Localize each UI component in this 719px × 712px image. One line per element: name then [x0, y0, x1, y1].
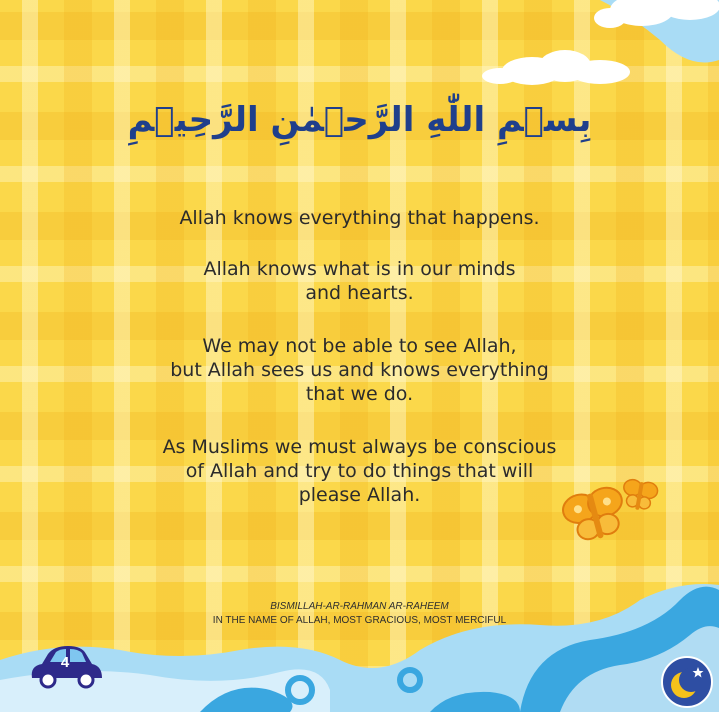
paragraph-line: that we do.: [305, 383, 414, 405]
arabic-heading: بِسۡمِ اللّٰهِ الرَّحۡمٰنِ الرَّحِيۡمِ: [127, 100, 592, 140]
footer-translation: IN THE NAME OF ALLAH, MOST GRACIOUS, MOST MERCIFUL: [212, 615, 507, 626]
paragraph-line: but Allah sees us and knows everything: [170, 359, 549, 381]
paragraph-line: of Allah and try to do things that will: [185, 460, 534, 482]
paragraph-line: and hearts.: [305, 282, 414, 304]
paragraph-line: As Muslims we must always be conscious: [162, 436, 557, 458]
page-number: 4: [60, 654, 70, 671]
paragraph-line: We may not be able to see Allah,: [202, 335, 517, 357]
paragraph-line: Allah knows what is in our minds: [203, 258, 516, 280]
paragraph-line: please Allah.: [298, 484, 421, 506]
footer-transliteration: BISMILLAH-AR-RAHMAN AR-RAHEEM: [270, 601, 449, 612]
paragraph-line: Allah knows everything that happens.: [179, 207, 540, 229]
moon-badge: [660, 655, 714, 709]
